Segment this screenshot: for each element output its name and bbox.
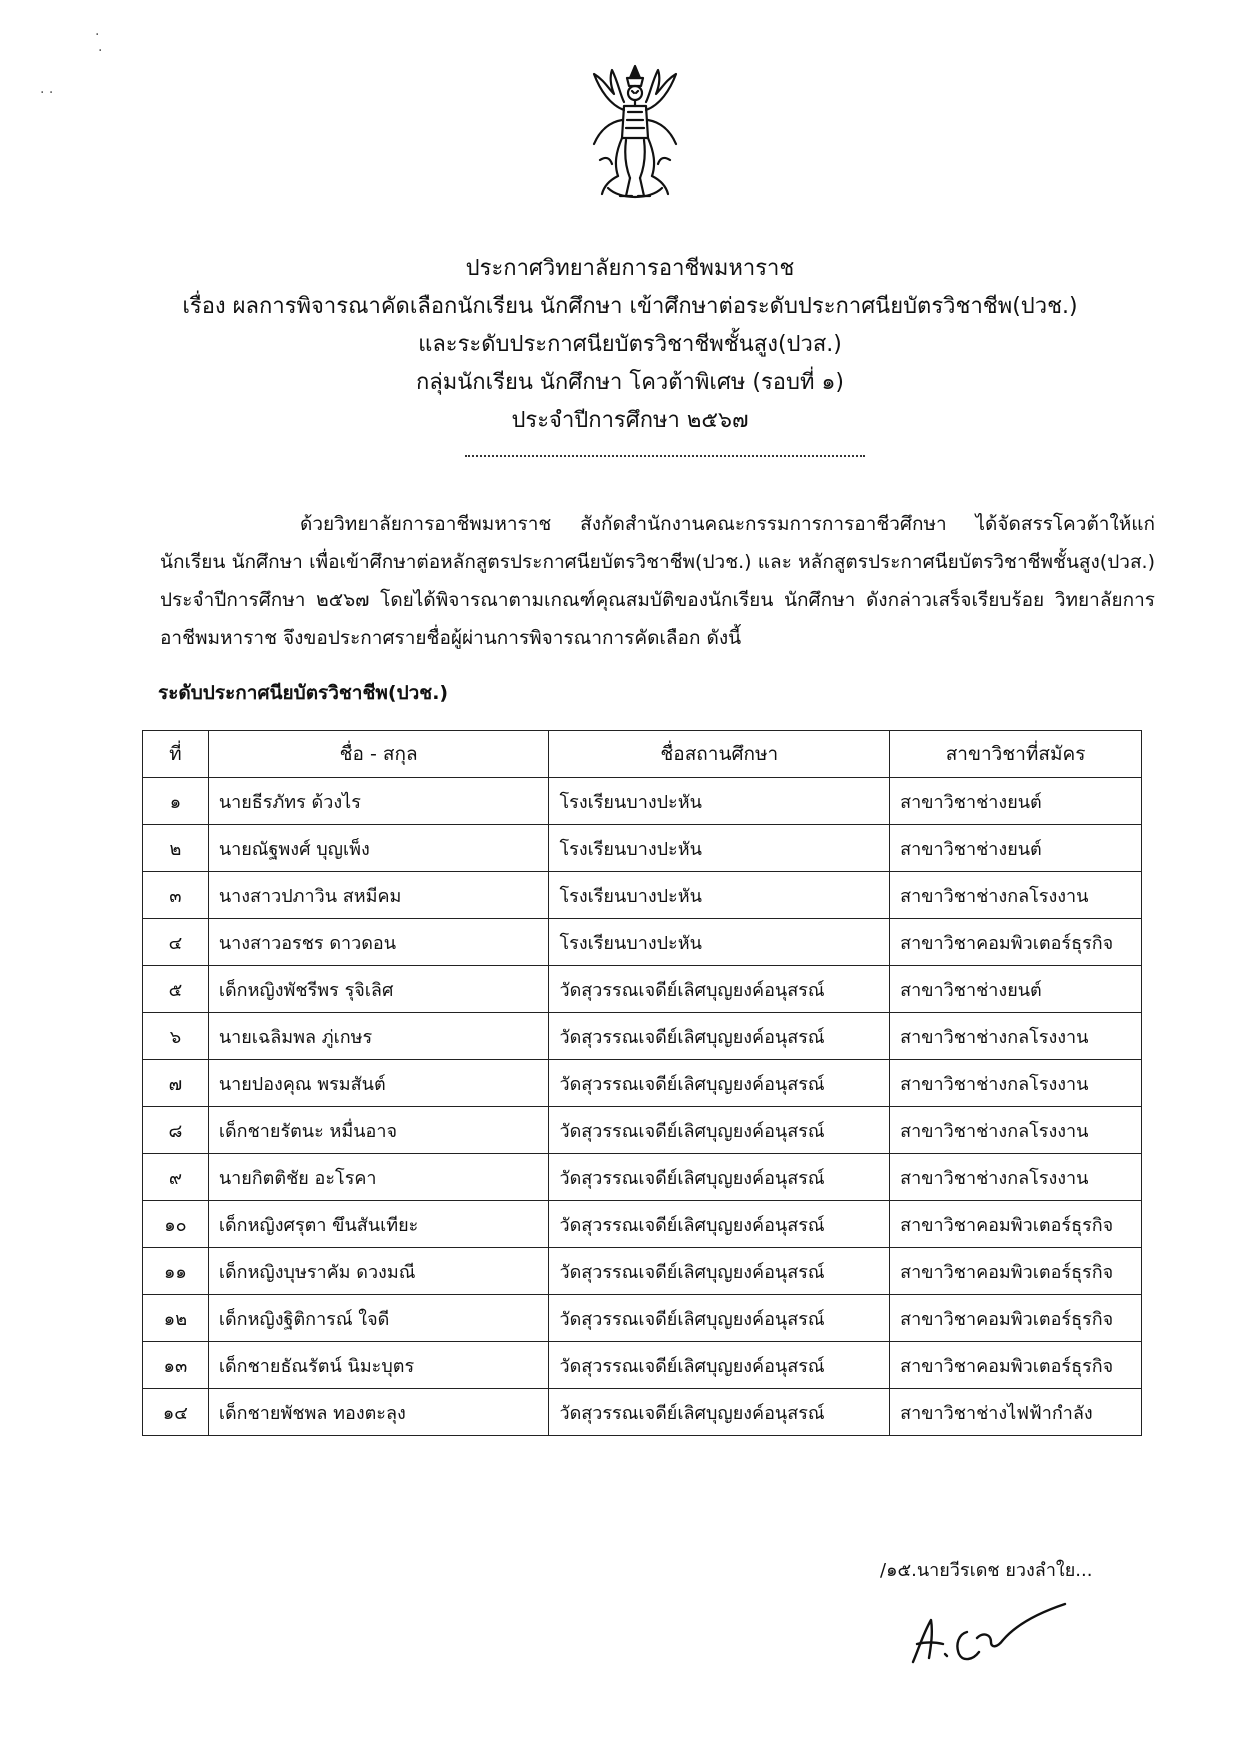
row-major: สาขาวิชาช่างยนต์ (890, 825, 1142, 872)
row-no: ๓ (143, 872, 209, 919)
header-major: สาขาวิชาที่สมัคร (890, 731, 1142, 778)
row-no: ๑๓ (143, 1342, 209, 1389)
header-academic-year: ประจำปีการศึกษา ๒๕๖๗ (511, 408, 749, 433)
row-school: โรงเรียนบางปะหัน (549, 778, 890, 825)
row-school: วัดสุวรรณเจดีย์เลิศบุญยงค์อนุสรณ์ (549, 1201, 890, 1248)
row-name: นายณัฐพงศ์ บุญเพ็ง (208, 825, 549, 872)
row-name: นางสาวอรชร ดาวดอน (208, 919, 549, 966)
row-major: สาขาวิชาช่างกลโรงงาน (890, 872, 1142, 919)
announcement-header (150, 250, 1110, 440)
table-header-row (143, 731, 1142, 778)
row-major: สาขาวิชาช่างกลโรงงาน (890, 1060, 1142, 1107)
row-name: เด็กหญิงฐิติการณ์ ใจดี (208, 1295, 549, 1342)
row-no: ๑๑ (143, 1248, 209, 1295)
row-major: สาขาวิชาช่างยนต์ (890, 778, 1142, 825)
row-no: ๑๔ (143, 1389, 209, 1436)
row-major: สาขาวิชาช่างยนต์ (890, 966, 1142, 1013)
row-name: เด็กชายพัชพล ทองตะลุง (208, 1389, 549, 1436)
scan-mark: · (98, 43, 103, 59)
row-school: โรงเรียนบางปะหัน (549, 872, 890, 919)
row-no: ๑๒ (143, 1295, 209, 1342)
row-name: เด็กชายธัณรัตน์ นิมะบุตร (208, 1342, 549, 1389)
row-school: วัดสุวรรณเจดีย์เลิศบุญยงค์อนุสรณ์ (549, 1154, 890, 1201)
row-school: วัดสุวรรณเจดีย์เลิศบุญยงค์อนุสรณ์ (549, 1389, 890, 1436)
row-school: วัดสุวรรณเจดีย์เลิศบุญยงค์อนุสรณ์ (549, 966, 890, 1013)
table-row (143, 966, 1142, 1013)
intro-text: ด้วยวิทยาลัยการอาชีพมหาราช สังกัดสำนักงานคณะกรรมการการอาชีวศึกษา ได้จัดสรรโควต้าให้แก่นักเรียน นักศึกษา เพื่อเข้าศึกษาต่อหลักสูตรประกาศนียบัตรวิชาชีพ(ปวช.) และ หลักสูตรประกาศนียบัตรวิชาชีพชั้นสูง(ปวส.) ประจำปีการศึกษา ๒๕๖๗ โดยได้พิจารณาตามเกณฑ์คุณสมบัติของนักเรียน นักศึกษา ดังกล่าวเสร็จเรียบร้อย วิทยาลัยการอาชีพมหาราช จึงขอประกาศรายชื่อผู้ผ่านการพิจารณาการคัดเลือก ดังนี้ (160, 513, 1155, 649)
row-major: สาขาวิชาคอมพิวเตอร์ธุรกิจ (890, 1295, 1142, 1342)
row-major: สาขาวิชาคอมพิวเตอร์ธุรกิจ (890, 919, 1142, 966)
row-no: ๗ (143, 1060, 209, 1107)
row-no: ๖ (143, 1013, 209, 1060)
table-row (143, 1201, 1142, 1248)
row-school: โรงเรียนบางปะหัน (549, 919, 890, 966)
row-no: ๑๐ (143, 1201, 209, 1248)
scan-mark: · · (40, 85, 54, 101)
header-no: ที่ (143, 731, 209, 778)
row-major: สาขาวิชาคอมพิวเตอร์ธุรกิจ (890, 1201, 1142, 1248)
table-row (143, 1013, 1142, 1060)
row-name: นายเฉลิมพล ภู่เกษร (208, 1013, 549, 1060)
row-major: สาขาวิชาช่างกลโรงงาน (890, 1154, 1142, 1201)
row-major: สาขาวิชาช่างกลโรงงาน (890, 1107, 1142, 1154)
row-school: วัดสุวรรณเจดีย์เลิศบุญยงค์อนุสรณ์ (549, 1342, 890, 1389)
header-title: ประกาศวิทยาลัยการอาชีพมหาราช (465, 256, 795, 281)
table-row (143, 778, 1142, 825)
row-major: สาขาวิชาคอมพิวเตอร์ธุรกิจ (890, 1248, 1142, 1295)
row-no: ๙ (143, 1154, 209, 1201)
row-school: โรงเรียนบางปะหัน (549, 825, 890, 872)
header-subject-line2: และระดับประกาศนียบัตรวิชาชีพชั้นสูง(ปวส.) (418, 332, 842, 357)
header-school: ชื่อสถานศึกษา (549, 731, 890, 778)
table-row (143, 872, 1142, 919)
row-name: เด็กชายรัตนะ หมื่นอาจ (208, 1107, 549, 1154)
row-name: นางสาวปภาวิน สหมีคม (208, 872, 549, 919)
section-title: ระดับประกาศนียบัตรวิชาชีพ(ปวช.) (158, 682, 449, 704)
row-school: วัดสุวรรณเจดีย์เลิศบุญยงค์อนุสรณ์ (549, 1060, 890, 1107)
row-no: ๒ (143, 825, 209, 872)
row-no: ๕ (143, 966, 209, 1013)
table-row (143, 1389, 1142, 1436)
dotted-separator (465, 455, 865, 457)
table-row (143, 1154, 1142, 1201)
intro-paragraph (160, 505, 1155, 657)
row-school: วัดสุวรรณเจดีย์เลิศบุญยงค์อนุสรณ์ (549, 1248, 890, 1295)
continued-on-next-page: /๑๕.นายวีรเดช ยวงลำใย... (880, 1560, 1093, 1581)
row-name: เด็กหญิงพัชรีพร รุจิเลิศ (208, 966, 549, 1013)
handwritten-signature (905, 1592, 1075, 1672)
table-row (143, 1342, 1142, 1389)
row-school: วัดสุวรรณเจดีย์เลิศบุญยงค์อนุสรณ์ (549, 1107, 890, 1154)
scan-mark: · (95, 27, 100, 43)
row-name: นายปองคุณ พรมสันต์ (208, 1060, 549, 1107)
row-name: นายกิตติชัย อะโรคา (208, 1154, 549, 1201)
row-no: ๑ (143, 778, 209, 825)
row-no: ๘ (143, 1107, 209, 1154)
row-name: เด็กหญิงศรุตา ขึนสันเทียะ (208, 1201, 549, 1248)
row-no: ๔ (143, 919, 209, 966)
table-row (143, 919, 1142, 966)
table-row (143, 1248, 1142, 1295)
table-row (143, 1107, 1142, 1154)
header-group: กลุ่มนักเรียน นักศึกษา โควต้าพิเศษ (รอบที่ ๑) (415, 370, 845, 395)
row-school: วัดสุวรรณเจดีย์เลิศบุญยงค์อนุสรณ์ (549, 1013, 890, 1060)
row-school: วัดสุวรรณเจดีย์เลิศบุญยงค์อนุสรณ์ (549, 1295, 890, 1342)
table-row (143, 1295, 1142, 1342)
garuda-emblem-icon (580, 60, 690, 210)
table-row (143, 1060, 1142, 1107)
table-row (143, 825, 1142, 872)
row-name: เด็กหญิงบุษราคัม ดวงมณี (208, 1248, 549, 1295)
row-name: นายธีรภัทร ด้วงไร (208, 778, 549, 825)
header-subject: เรื่อง ผลการพิจารณาคัดเลือกนักเรียน นักศึกษา เข้าศึกษาต่อระดับประกาศนียบัตรวิชาชีพ(ปวช.) (182, 294, 1078, 319)
header-name: ชื่อ - สกุล (208, 731, 549, 778)
row-major: สาขาวิชาช่างไฟฟ้ากำลัง (890, 1389, 1142, 1436)
row-major: สาขาวิชาช่างกลโรงงาน (890, 1013, 1142, 1060)
roster-table (142, 730, 1142, 1436)
row-major: สาขาวิชาคอมพิวเตอร์ธุรกิจ (890, 1342, 1142, 1389)
